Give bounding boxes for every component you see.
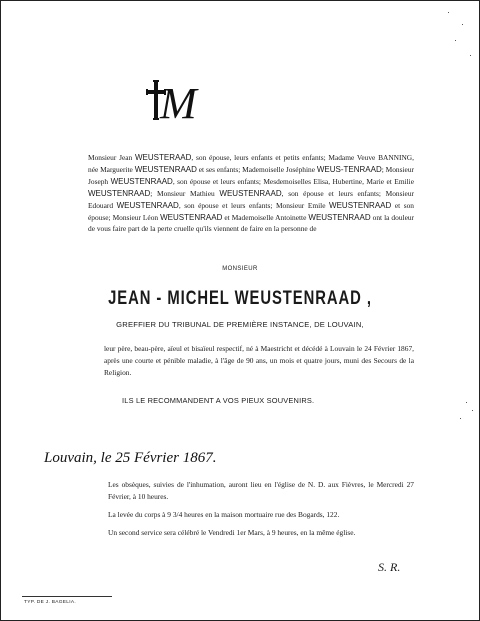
family-name: WEUSTENRAAD [160,212,223,222]
family-name: WEUSTENRAAD [88,188,151,198]
family-name: WEUS-TENRAAD [316,164,382,174]
family-name: WEUSTENRAAD [116,200,179,210]
scan-speck [472,410,473,411]
announcement-text: ; Monsieur Joseph [88,164,414,186]
ornamental-initial: M [160,79,197,128]
family-name: WEUSTERAAD [134,153,192,162]
announcement-text: , son épouse, leurs enfants et petits enfants; Madame Veuve BANNING, née Marguerite [88,153,414,174]
announcement-text: Monsieur Jean [88,153,135,162]
scan-speck [470,55,471,56]
deceased-title: GREFFIER DU TRIBUNAL DE PREMIÈRE INSTANCE, DE LOUVAIN, [116,320,364,329]
funeral-procession: La levée du corps à 9 3/4 heures en la maison mortuaire rue des Bogards, 122. [108,509,340,519]
printer-credit: TYP. DE J. BAGELIA. [24,600,76,605]
family-name: WEUSTENRAAD [329,200,392,210]
death-notice: leur père, beau-père, aïeul et bisaïeul respectif, né à Maestricht et décédé à Louvain le 24 Février 1867, après une courte et pénible maladie, à l'âge de 90 ans, un mois et quatre jours, muni des Secours de la Religion. [104,344,414,377]
announcement-text: et son épouse; Monsieur Léon [88,200,415,222]
place-date-line: Louvain, le 25 Février 1867. [44,450,217,466]
scan-speck [466,402,467,403]
family-name: WEUSTENRAAD [134,164,197,174]
printer-rule [22,596,112,597]
scan-speck [460,418,461,419]
announcement-text: , son épouse et leurs enfants; Monsieur Edouard [88,188,414,210]
funeral-second-service: Un second service sera célébré le Vendredi 1er Mars, à 9 heures, en la même église. [108,527,356,537]
announcement-text: , son épouse et leurs enfants; Monsieur Emile [178,200,330,210]
scan-speck [448,12,449,13]
deceased-honorific: MONSIEUR [222,266,258,272]
announcement-paragraph [88,152,414,235]
announcement-text: et Mademoiselle Antoinette [222,212,309,222]
signature-initials: S. R. [378,560,401,574]
funeral-details [108,479,414,545]
deceased-name: JEAN - MICHEL WEUSTENRAAD , [108,288,372,309]
announcement-text: , son épouse et leurs enfants; Mesdemoiselles Elisa, Hubertine, Marie et Emilie [172,176,415,186]
announcement-text: ; Monsieur Mathieu [150,188,220,198]
family-name: WEUSTENRAAD [110,176,173,186]
family-name: WEUSTENRAAD [308,212,371,222]
announcement-text: et ses enfants; Mademoiselle Joséphine [196,164,317,174]
scan-speck [455,40,456,41]
scan-speck [462,24,463,25]
family-name: WEUSTENRAAD [219,188,282,198]
announcement-text: ont la douleur de vous faire part de la perte cruelle qu'ils viennent de faire en la personne de [88,212,414,234]
recommendation-line: ILS LE RECOMMANDENT A VOS PIEUX SOUVENIRS. [122,396,315,405]
funeral-obsequies: Les obsèques, suivies de l'inhumation, auront lieu en l'église de N. D. aux Fièvres, le Mercredi 27 Février, à 10 heures. [108,480,414,501]
